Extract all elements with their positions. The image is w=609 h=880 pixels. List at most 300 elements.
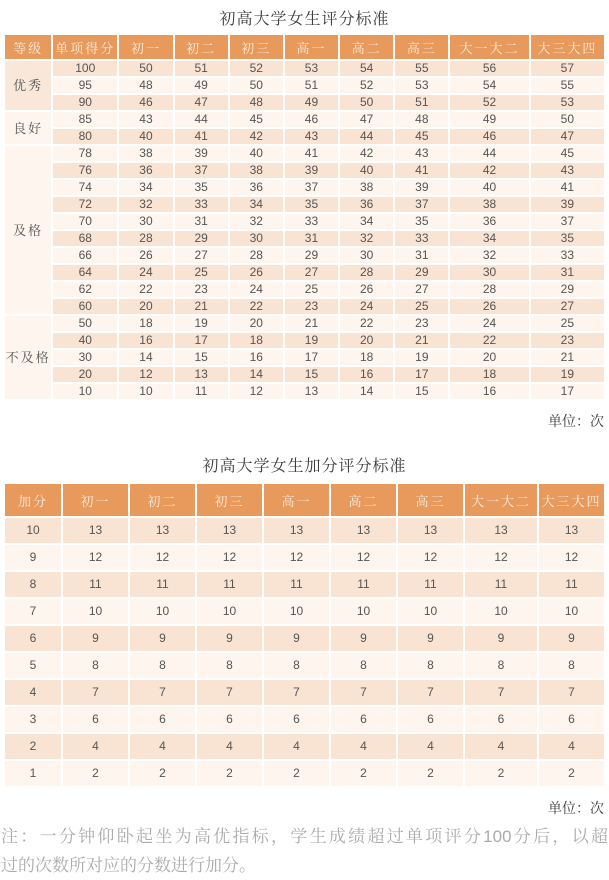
value-cell: 50 bbox=[230, 78, 283, 93]
value-cell: 4 bbox=[465, 734, 537, 759]
bonus-cell: 6 bbox=[5, 626, 61, 651]
bonus-cell: 3 bbox=[5, 707, 61, 732]
value-cell: 37 bbox=[531, 214, 604, 229]
value-cell: 12 bbox=[119, 367, 172, 382]
bonus-table-title: 初高大学女生加分评分标准 bbox=[202, 458, 407, 475]
column-header: 初一 bbox=[63, 484, 128, 516]
value-cell: 28 bbox=[119, 231, 172, 246]
value-cell: 2 bbox=[197, 761, 262, 786]
table-row bbox=[5, 680, 604, 705]
value-cell: 7 bbox=[130, 680, 195, 705]
value-cell: 50 bbox=[340, 95, 393, 110]
value-cell: 34 bbox=[340, 214, 393, 229]
value-cell: 32 bbox=[340, 231, 393, 246]
value-cell: 6 bbox=[197, 707, 262, 732]
value-cell: 29 bbox=[285, 248, 338, 263]
value-cell: 4 bbox=[331, 734, 396, 759]
value-cell: 17 bbox=[395, 367, 448, 382]
table-row bbox=[5, 350, 604, 365]
value-cell: 11 bbox=[465, 572, 537, 597]
column-header: 加分 bbox=[5, 484, 61, 516]
value-cell: 41 bbox=[175, 129, 228, 144]
bonus-cell: 8 bbox=[5, 572, 61, 597]
value-cell: 34 bbox=[230, 197, 283, 212]
value-cell: 7 bbox=[398, 680, 463, 705]
value-cell: 9 bbox=[331, 626, 396, 651]
value-cell: 33 bbox=[531, 248, 604, 263]
value-cell: 11 bbox=[130, 572, 195, 597]
value-cell: 13 bbox=[539, 518, 604, 543]
value-cell: 39 bbox=[531, 197, 604, 212]
value-cell: 25 bbox=[531, 316, 604, 331]
value-cell: 53 bbox=[395, 78, 448, 93]
value-cell: 11 bbox=[197, 572, 262, 597]
value-cell: 30 bbox=[119, 214, 172, 229]
value-cell: 38 bbox=[119, 146, 172, 161]
table-row bbox=[5, 282, 604, 297]
value-cell: 34 bbox=[119, 180, 172, 195]
value-cell: 16 bbox=[230, 350, 283, 365]
value-cell: 6 bbox=[331, 707, 396, 732]
value-cell: 40 bbox=[230, 146, 283, 161]
value-cell: 9 bbox=[539, 626, 604, 651]
value-cell: 37 bbox=[285, 180, 338, 195]
column-header: 高二 bbox=[340, 35, 393, 59]
table-row bbox=[5, 333, 604, 348]
bonus-cell: 9 bbox=[5, 545, 61, 570]
value-cell: 19 bbox=[175, 316, 228, 331]
value-cell: 15 bbox=[395, 384, 448, 399]
value-cell: 53 bbox=[285, 61, 338, 76]
value-cell: 21 bbox=[395, 333, 448, 348]
value-cell: 40 bbox=[450, 180, 528, 195]
value-cell: 12 bbox=[197, 545, 262, 570]
value-cell: 9 bbox=[63, 626, 128, 651]
column-header: 单项得分 bbox=[53, 35, 117, 59]
value-cell: 57 bbox=[531, 61, 604, 76]
value-cell: 10 bbox=[197, 599, 262, 624]
value-cell: 20 bbox=[230, 316, 283, 331]
value-cell: 23 bbox=[395, 316, 448, 331]
value-cell: 12 bbox=[264, 545, 329, 570]
value-cell: 13 bbox=[398, 518, 463, 543]
value-cell: 2 bbox=[398, 761, 463, 786]
value-cell: 24 bbox=[340, 299, 393, 314]
column-header: 大一大二 bbox=[450, 35, 528, 59]
value-cell: 2 bbox=[465, 761, 537, 786]
column-header: 初二 bbox=[175, 35, 228, 59]
column-header: 高二 bbox=[331, 484, 396, 516]
value-cell: 10 bbox=[63, 599, 128, 624]
value-cell: 11 bbox=[264, 572, 329, 597]
column-header: 高一 bbox=[285, 35, 338, 59]
value-cell: 45 bbox=[230, 112, 283, 127]
column-header: 大三大四 bbox=[539, 484, 604, 516]
value-cell: 12 bbox=[398, 545, 463, 570]
value-cell: 21 bbox=[285, 316, 338, 331]
value-cell: 26 bbox=[230, 265, 283, 280]
scoring-table-title: 初高大学女生评分标准 bbox=[219, 11, 390, 28]
value-cell: 50 bbox=[119, 61, 172, 76]
value-cell: 13 bbox=[175, 367, 228, 382]
value-cell: 31 bbox=[175, 214, 228, 229]
value-cell: 39 bbox=[285, 163, 338, 178]
value-cell: 8 bbox=[130, 653, 195, 678]
value-cell: 20 bbox=[119, 299, 172, 314]
value-cell: 12 bbox=[465, 545, 537, 570]
score-cell: 50 bbox=[53, 316, 117, 331]
value-cell: 27 bbox=[175, 248, 228, 263]
value-cell: 49 bbox=[285, 95, 338, 110]
bonus-cell: 5 bbox=[5, 653, 61, 678]
value-cell: 13 bbox=[285, 384, 338, 399]
value-cell: 13 bbox=[130, 518, 195, 543]
value-cell: 43 bbox=[531, 163, 604, 178]
value-cell: 50 bbox=[531, 112, 604, 127]
value-cell: 26 bbox=[119, 248, 172, 263]
value-cell: 8 bbox=[465, 653, 537, 678]
value-cell: 13 bbox=[63, 518, 128, 543]
value-cell: 54 bbox=[450, 78, 528, 93]
value-cell: 38 bbox=[230, 163, 283, 178]
value-cell: 10 bbox=[130, 599, 195, 624]
table-row bbox=[5, 367, 604, 382]
table-row bbox=[5, 626, 604, 651]
value-cell: 31 bbox=[395, 248, 448, 263]
score-cell: 78 bbox=[53, 146, 117, 161]
header-row bbox=[5, 35, 604, 59]
value-cell: 4 bbox=[539, 734, 604, 759]
table-row bbox=[5, 761, 604, 786]
table-row bbox=[5, 197, 604, 212]
column-header: 高三 bbox=[395, 35, 448, 59]
value-cell: 29 bbox=[175, 231, 228, 246]
value-cell: 27 bbox=[531, 299, 604, 314]
value-cell: 42 bbox=[230, 129, 283, 144]
value-cell: 6 bbox=[264, 707, 329, 732]
value-cell: 8 bbox=[539, 653, 604, 678]
value-cell: 36 bbox=[340, 197, 393, 212]
column-header: 初三 bbox=[230, 35, 283, 59]
column-header: 初二 bbox=[130, 484, 195, 516]
value-cell: 6 bbox=[63, 707, 128, 732]
value-cell: 23 bbox=[285, 299, 338, 314]
bonus-table bbox=[3, 482, 606, 788]
value-cell: 2 bbox=[539, 761, 604, 786]
value-cell: 6 bbox=[130, 707, 195, 732]
value-cell: 47 bbox=[175, 95, 228, 110]
value-cell: 17 bbox=[285, 350, 338, 365]
value-cell: 31 bbox=[531, 265, 604, 280]
value-cell: 23 bbox=[531, 333, 604, 348]
scoring-table-header bbox=[5, 35, 604, 59]
score-cell: 60 bbox=[53, 299, 117, 314]
value-cell: 6 bbox=[398, 707, 463, 732]
value-cell: 17 bbox=[531, 384, 604, 399]
footnote-line-2: 过的次数所对应的分数进行加分。 bbox=[1, 856, 256, 875]
score-cell: 76 bbox=[53, 163, 117, 178]
value-cell: 19 bbox=[395, 350, 448, 365]
value-cell: 11 bbox=[175, 384, 228, 399]
table-row bbox=[5, 734, 604, 759]
table-row bbox=[5, 384, 604, 399]
table-row bbox=[5, 61, 604, 76]
value-cell: 24 bbox=[450, 316, 528, 331]
value-cell: 9 bbox=[398, 626, 463, 651]
value-cell: 28 bbox=[340, 265, 393, 280]
value-cell: 31 bbox=[285, 231, 338, 246]
value-cell: 4 bbox=[264, 734, 329, 759]
value-cell: 23 bbox=[175, 282, 228, 297]
score-cell: 40 bbox=[53, 333, 117, 348]
score-cell: 95 bbox=[53, 78, 117, 93]
value-cell: 21 bbox=[175, 299, 228, 314]
value-cell: 10 bbox=[539, 599, 604, 624]
table-row bbox=[5, 78, 604, 93]
value-cell: 34 bbox=[450, 231, 528, 246]
value-cell: 11 bbox=[398, 572, 463, 597]
score-cell: 30 bbox=[53, 350, 117, 365]
table-row bbox=[5, 146, 604, 161]
value-cell: 19 bbox=[531, 367, 604, 382]
table-row bbox=[5, 95, 604, 110]
table-row bbox=[5, 599, 604, 624]
value-cell: 38 bbox=[450, 197, 528, 212]
value-cell: 18 bbox=[450, 367, 528, 382]
score-cell: 62 bbox=[53, 282, 117, 297]
value-cell: 12 bbox=[331, 545, 396, 570]
value-cell: 10 bbox=[398, 599, 463, 624]
value-cell: 15 bbox=[175, 350, 228, 365]
value-cell: 26 bbox=[340, 282, 393, 297]
table-row bbox=[5, 231, 604, 246]
table-row bbox=[5, 545, 604, 570]
column-header: 大三大四 bbox=[531, 35, 604, 59]
value-cell: 12 bbox=[539, 545, 604, 570]
value-cell: 7 bbox=[331, 680, 396, 705]
value-cell: 13 bbox=[465, 518, 537, 543]
table-row bbox=[5, 316, 604, 331]
value-cell: 16 bbox=[340, 367, 393, 382]
bonus-cell: 10 bbox=[5, 518, 61, 543]
score-cell: 100 bbox=[53, 61, 117, 76]
value-cell: 7 bbox=[465, 680, 537, 705]
table-row bbox=[5, 299, 604, 314]
value-cell: 18 bbox=[119, 316, 172, 331]
unit-label-scoring: 单位：次 bbox=[548, 413, 604, 429]
score-cell: 66 bbox=[53, 248, 117, 263]
value-cell: 32 bbox=[230, 214, 283, 229]
value-cell: 51 bbox=[395, 95, 448, 110]
value-cell: 56 bbox=[450, 61, 528, 76]
value-cell: 33 bbox=[395, 231, 448, 246]
value-cell: 41 bbox=[285, 146, 338, 161]
value-cell: 29 bbox=[395, 265, 448, 280]
value-cell: 43 bbox=[395, 146, 448, 161]
value-cell: 27 bbox=[285, 265, 338, 280]
value-cell: 2 bbox=[63, 761, 128, 786]
table-row bbox=[5, 518, 604, 543]
value-cell: 18 bbox=[340, 350, 393, 365]
value-cell: 24 bbox=[230, 282, 283, 297]
value-cell: 51 bbox=[175, 61, 228, 76]
value-cell: 20 bbox=[450, 350, 528, 365]
column-header: 高一 bbox=[264, 484, 329, 516]
table-row bbox=[5, 180, 604, 195]
value-cell: 28 bbox=[230, 248, 283, 263]
column-header: 初三 bbox=[197, 484, 262, 516]
value-cell: 48 bbox=[119, 78, 172, 93]
value-cell: 47 bbox=[531, 129, 604, 144]
value-cell: 39 bbox=[175, 146, 228, 161]
value-cell: 2 bbox=[130, 761, 195, 786]
value-cell: 10 bbox=[465, 599, 537, 624]
value-cell: 21 bbox=[531, 350, 604, 365]
value-cell: 27 bbox=[395, 282, 448, 297]
value-cell: 41 bbox=[531, 180, 604, 195]
value-cell: 45 bbox=[395, 129, 448, 144]
value-cell: 52 bbox=[340, 78, 393, 93]
value-cell: 11 bbox=[539, 572, 604, 597]
column-header: 大一大二 bbox=[465, 484, 537, 516]
table-row bbox=[5, 707, 604, 732]
value-cell: 16 bbox=[119, 333, 172, 348]
value-cell: 8 bbox=[197, 653, 262, 678]
score-cell: 90 bbox=[53, 95, 117, 110]
value-cell: 6 bbox=[465, 707, 537, 732]
value-cell: 12 bbox=[130, 545, 195, 570]
table-row bbox=[5, 572, 604, 597]
footnote bbox=[0, 822, 609, 880]
value-cell: 8 bbox=[331, 653, 396, 678]
value-cell: 52 bbox=[450, 95, 528, 110]
grade-group-cell: 良好 bbox=[5, 112, 51, 144]
table-row bbox=[5, 265, 604, 280]
table-row bbox=[5, 112, 604, 127]
value-cell: 2 bbox=[331, 761, 396, 786]
value-cell: 13 bbox=[197, 518, 262, 543]
value-cell: 4 bbox=[63, 734, 128, 759]
table-row bbox=[5, 163, 604, 178]
value-cell: 22 bbox=[450, 333, 528, 348]
value-cell: 11 bbox=[331, 572, 396, 597]
value-cell: 14 bbox=[119, 350, 172, 365]
value-cell: 10 bbox=[331, 599, 396, 624]
value-cell: 43 bbox=[285, 129, 338, 144]
column-header: 高三 bbox=[398, 484, 463, 516]
score-cell: 80 bbox=[53, 129, 117, 144]
scoring-table-body bbox=[5, 61, 604, 399]
value-cell: 37 bbox=[395, 197, 448, 212]
value-cell: 7 bbox=[197, 680, 262, 705]
value-cell: 12 bbox=[230, 384, 283, 399]
score-cell: 70 bbox=[53, 214, 117, 229]
value-cell: 53 bbox=[531, 95, 604, 110]
value-cell: 42 bbox=[340, 146, 393, 161]
value-cell: 17 bbox=[175, 333, 228, 348]
value-cell: 22 bbox=[230, 299, 283, 314]
value-cell: 2 bbox=[264, 761, 329, 786]
value-cell: 30 bbox=[340, 248, 393, 263]
score-cell: 74 bbox=[53, 180, 117, 195]
value-cell: 12 bbox=[63, 545, 128, 570]
value-cell: 14 bbox=[340, 384, 393, 399]
score-cell: 72 bbox=[53, 197, 117, 212]
value-cell: 9 bbox=[130, 626, 195, 651]
value-cell: 49 bbox=[175, 78, 228, 93]
value-cell: 40 bbox=[340, 163, 393, 178]
value-cell: 24 bbox=[119, 265, 172, 280]
value-cell: 19 bbox=[285, 333, 338, 348]
value-cell: 15 bbox=[285, 367, 338, 382]
value-cell: 8 bbox=[63, 653, 128, 678]
score-cell: 64 bbox=[53, 265, 117, 280]
bonus-cell: 4 bbox=[5, 680, 61, 705]
score-cell: 10 bbox=[53, 384, 117, 399]
value-cell: 38 bbox=[340, 180, 393, 195]
value-cell: 6 bbox=[539, 707, 604, 732]
grade-group-cell: 优秀 bbox=[5, 61, 51, 110]
value-cell: 40 bbox=[119, 129, 172, 144]
value-cell: 29 bbox=[531, 282, 604, 297]
value-cell: 33 bbox=[285, 214, 338, 229]
table-row bbox=[5, 214, 604, 229]
value-cell: 35 bbox=[395, 214, 448, 229]
value-cell: 13 bbox=[331, 518, 396, 543]
value-cell: 41 bbox=[395, 163, 448, 178]
value-cell: 32 bbox=[450, 248, 528, 263]
value-cell: 7 bbox=[264, 680, 329, 705]
value-cell: 16 bbox=[450, 384, 528, 399]
bonus-table-header bbox=[5, 484, 604, 516]
value-cell: 55 bbox=[395, 61, 448, 76]
value-cell: 11 bbox=[63, 572, 128, 597]
value-cell: 35 bbox=[531, 231, 604, 246]
value-cell: 22 bbox=[119, 282, 172, 297]
value-cell: 22 bbox=[340, 316, 393, 331]
table-row bbox=[5, 653, 604, 678]
value-cell: 48 bbox=[230, 95, 283, 110]
scoring-table bbox=[3, 33, 606, 401]
value-cell: 30 bbox=[230, 231, 283, 246]
value-cell: 37 bbox=[175, 163, 228, 178]
value-cell: 9 bbox=[197, 626, 262, 651]
value-cell: 42 bbox=[450, 163, 528, 178]
value-cell: 36 bbox=[230, 180, 283, 195]
value-cell: 28 bbox=[450, 282, 528, 297]
bonus-table-body bbox=[5, 518, 604, 786]
bonus-cell: 2 bbox=[5, 734, 61, 759]
grade-group-cell: 不及格 bbox=[5, 316, 51, 399]
value-cell: 8 bbox=[264, 653, 329, 678]
value-cell: 44 bbox=[340, 129, 393, 144]
value-cell: 10 bbox=[264, 599, 329, 624]
value-cell: 36 bbox=[119, 163, 172, 178]
value-cell: 25 bbox=[395, 299, 448, 314]
value-cell: 48 bbox=[395, 112, 448, 127]
value-cell: 4 bbox=[197, 734, 262, 759]
value-cell: 46 bbox=[450, 129, 528, 144]
value-cell: 25 bbox=[175, 265, 228, 280]
value-cell: 39 bbox=[395, 180, 448, 195]
column-header: 初一 bbox=[119, 35, 172, 59]
value-cell: 46 bbox=[119, 95, 172, 110]
value-cell: 10 bbox=[119, 384, 172, 399]
footnote-line-1: 注：一分钟仰卧起坐为高优指标，学生成绩超过单项评分100分后，以超 bbox=[1, 827, 608, 846]
unit-label-bonus: 单位：次 bbox=[548, 800, 604, 816]
value-cell: 9 bbox=[465, 626, 537, 651]
value-cell: 13 bbox=[264, 518, 329, 543]
